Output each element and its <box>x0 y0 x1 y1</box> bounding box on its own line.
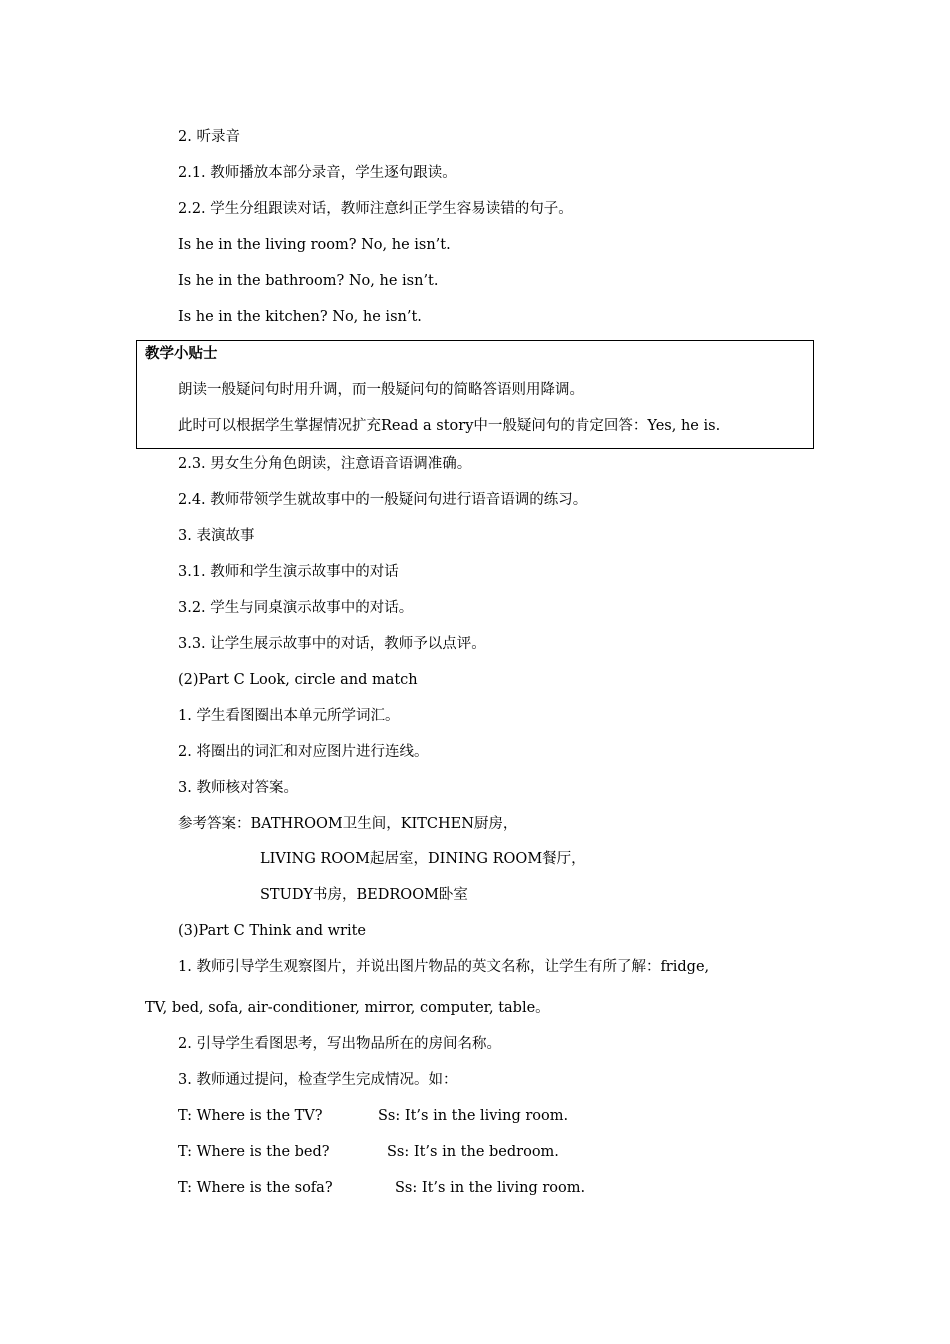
reference-answers-cont: LIVING ROOM起居室，DINING ROOM餐厅， <box>260 851 586 867</box>
write-step-2: 2. 引导学生看图思考，写出物品所在的房间名称。 <box>178 1036 501 1052</box>
dialog-question: T: Where is the sofa? <box>178 1180 333 1196</box>
reference-answers: 参考答案：BATHROOM卫生间，KITCHEN厨房， <box>178 816 518 832</box>
tip-line: 朗读一般疑问句时用升调，而一般疑问句的简略答语则用降调。 <box>178 382 584 398</box>
look-step-1: 1. 学生看图圈出本单元所学词汇。 <box>178 708 400 724</box>
dialog-question: T: Where is the TV? <box>178 1108 323 1124</box>
step-2-2: 2.2. 学生分组跟读对话，教师注意纠正学生容易读错的句子。 <box>178 201 573 217</box>
step-2-1: 2.1. 教师播放本部分录音，学生逐句跟读。 <box>178 165 457 181</box>
look-step-2: 2. 将圈出的词汇和对应图片进行连线。 <box>178 744 429 760</box>
part-c-write-heading: (3)Part C Think and write <box>178 923 367 939</box>
dialog-answer: Ss: It’s in the living room. <box>378 1108 569 1124</box>
write-step-1-cont: TV, bed, sofa, air-conditioner, mirror, computer, table。 <box>145 1000 550 1016</box>
step-2-4: 2.4. 教师带领学生就故事中的一般疑问句进行语音语调的练习。 <box>178 492 588 508</box>
write-step-3: 3. 教师通过提问，检查学生完成情况。如： <box>178 1072 458 1088</box>
dialog-answer: Ss: It’s in the living room. <box>395 1180 586 1196</box>
teaching-tip-box <box>136 340 814 449</box>
look-step-3: 3. 教师核对答案。 <box>178 780 298 796</box>
step-2-3: 2.3. 男女生分角色朗读，注意语音语调准确。 <box>178 456 472 472</box>
reference-answers-cont: STUDY书房，BEDROOM卧室 <box>260 887 468 903</box>
part-c-look-heading: (2)Part C Look, circle and match <box>178 672 418 688</box>
step-3-2: 3.2. 学生与同桌演示故事中的对话。 <box>178 600 414 616</box>
tip-title: 教学小贴士 <box>145 345 218 362</box>
write-step-1: 1. 教师引导学生观察图片，并说出图片物品的英文名称，让学生有所了解：fridge, <box>178 959 710 975</box>
dialog-line: Is he in the kitchen? No, he isn’t. <box>178 309 422 325</box>
step-3-heading: 3. 表演故事 <box>178 528 255 544</box>
step-3-1: 3.1. 教师和学生演示故事中的对话 <box>178 564 399 580</box>
tip-line: 此时可以根据学生掌握情况扩充Read a story中一般疑问句的肯定回答：Yes, he is. <box>178 418 721 434</box>
dialog-line: Is he in the bathroom? No, he isn’t. <box>178 273 439 289</box>
dialog-line: Is he in the living room? No, he isn’t. <box>178 237 451 253</box>
dialog-question: T: Where is the bed? <box>178 1144 330 1160</box>
dialog-answer: Ss: It’s in the bedroom. <box>387 1144 559 1160</box>
step-3-3: 3.3. 让学生展示故事中的对话，教师予以点评。 <box>178 636 486 652</box>
step-2-heading: 2. 听录音 <box>178 129 240 145</box>
